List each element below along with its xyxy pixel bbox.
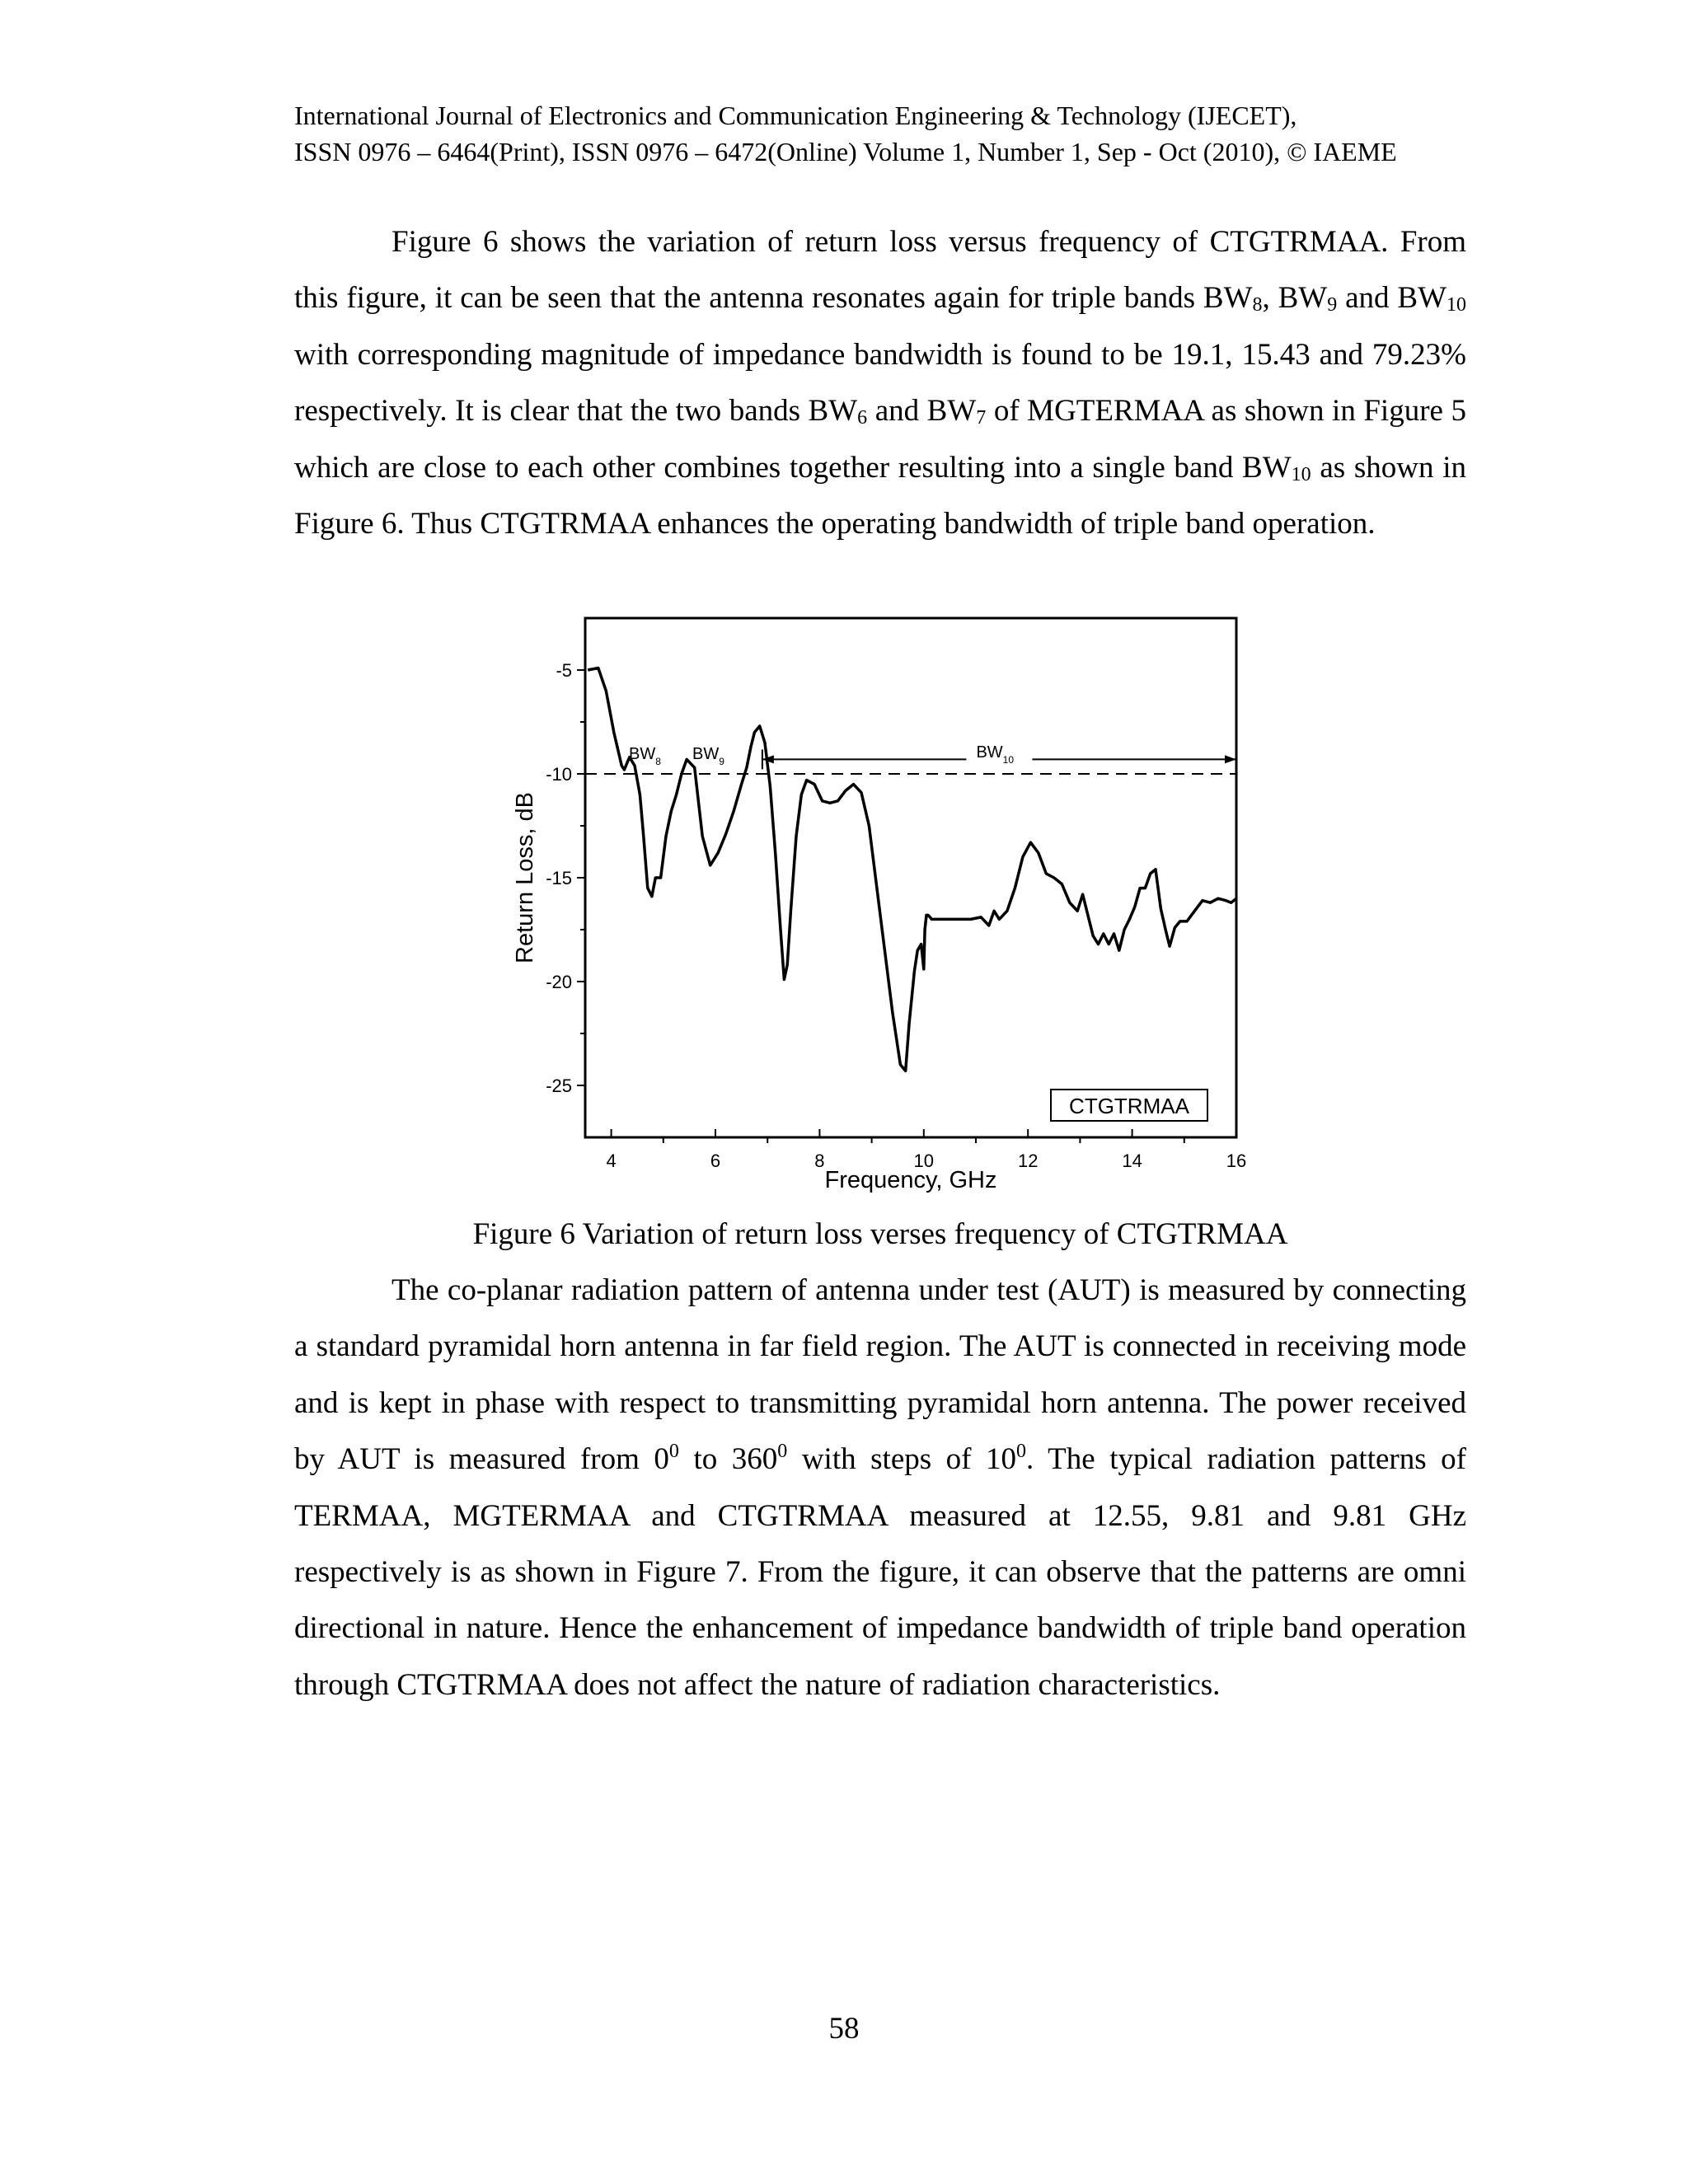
return-loss-curve: [588, 668, 1236, 1071]
x-tick-label: 10: [913, 1151, 935, 1171]
bw9-label-main: BW: [692, 745, 720, 763]
x-axis-label: Frequency, GHz: [824, 1167, 997, 1193]
x-tick-label: 4: [606, 1151, 617, 1171]
p1-text: of MGTERMAA as shown in Figure 5 which are close to each other combines together resulting into a single band BW: [294, 394, 1466, 485]
paragraph-2: [294, 1263, 1466, 1713]
bw10-label: [976, 743, 1014, 766]
bw9-label: [692, 745, 724, 767]
p1-text: with corresponding magnitude of impedance bandwidth is found to be 19.1, 15.43 and 79.23% respectively. It is clear that the two bands BW: [294, 337, 1466, 429]
x-tick-label: 14: [1122, 1151, 1142, 1171]
p1-text: , BW: [1262, 281, 1328, 316]
paragraph-1: [294, 214, 1466, 552]
bw10-arrowhead-right: [1225, 755, 1236, 763]
bw9-label-sub: 9: [719, 756, 724, 767]
p2-text: The co-planar radiation pattern of antenna under test (AUT) is measured by connecting a standard pyramidal horn antenna in far field region. The AUT is connected in receiving mode and is kept in phase with respect to transmitting pyramidal horn antenna. The power received by AUT is measured from 0: [294, 1273, 1466, 1477]
journal-header: [294, 97, 1473, 170]
y-tick-label: -25: [546, 1076, 572, 1096]
x-tick-label: 12: [1017, 1151, 1039, 1171]
bw10-label-main: BW: [976, 743, 1003, 762]
p2-text: . The typical radiation patterns of TERMAA, MGTERMAA and CTGTRMAA measured at 12.55, 9.81 and 9.81 GHz respectively is as shown in Figure 7. From the figure, it can observe that the patterns are omni directional in nature. Hence the enhancement of impedance bandwidth of triple band operation through CTGTRMAA does not affect the nature of radiation characteristics.: [294, 1442, 1466, 1702]
p1-text: as shown in Figure 6. Thus CTGTRMAA enhances the operating bandwidth of triple band operation.: [294, 450, 1466, 541]
p1-sub: 7: [976, 407, 987, 429]
p2-sup: 0: [1016, 1441, 1027, 1463]
figure-caption: Figure 6 Variation of return loss verses frequency of CTGTRMAA: [472, 1217, 1288, 1251]
p1-sub: 9: [1327, 294, 1338, 316]
y-tick-label: -15: [546, 868, 572, 888]
p2-sup: 0: [668, 1441, 679, 1463]
legend: [1051, 1090, 1207, 1121]
p1-sub: 10: [1291, 463, 1311, 485]
x-tick-label: 16: [1226, 1151, 1247, 1171]
p2-text: with steps of 10: [787, 1442, 1017, 1477]
y-axis-label: Return Loss, dB: [512, 792, 538, 963]
y-tick-label: -5: [556, 660, 572, 681]
bw8-label-main: BW: [629, 745, 656, 763]
y-tick-label: -20: [546, 972, 572, 992]
y-tick-label: -10: [546, 764, 572, 785]
p1-text: Figure 6 shows the variation of return loss versus frequency of CTGTRMAA. From this figure, it can be seen that the antenna resonates again for triple bands BW: [294, 225, 1466, 316]
p1-text: and BW: [1337, 281, 1447, 316]
return-loss-chart: [486, 602, 1269, 1212]
plot-frame: [585, 618, 1236, 1137]
x-tick-label: 8: [814, 1151, 825, 1171]
p1-sub: 10: [1447, 294, 1467, 316]
p2-sup: 0: [777, 1441, 788, 1463]
bw10-label-sub: 10: [1002, 754, 1015, 766]
figure-6: [486, 602, 1269, 1212]
journal-header-line-1: International Journal of Electronics and Communication Engineering & Technology (IJECET),: [294, 101, 1297, 130]
p1-sub: 6: [857, 407, 868, 429]
page-number: 58: [828, 2012, 860, 2046]
legend-label: CTGTRMAA: [1069, 1094, 1189, 1118]
p2-text: to 360: [678, 1442, 778, 1477]
p1-sub: 8: [1252, 294, 1263, 316]
x-tick-label: 6: [710, 1151, 721, 1171]
p1-text: and BW: [867, 394, 977, 429]
journal-header-line-2: ISSN 0976 – 6464(Print), ISSN 0976 – 6472(Online) Volume 1, Number 1, Sep - Oct (2010), © IAEME: [294, 137, 1397, 166]
bw8-label-sub: 8: [655, 756, 661, 767]
